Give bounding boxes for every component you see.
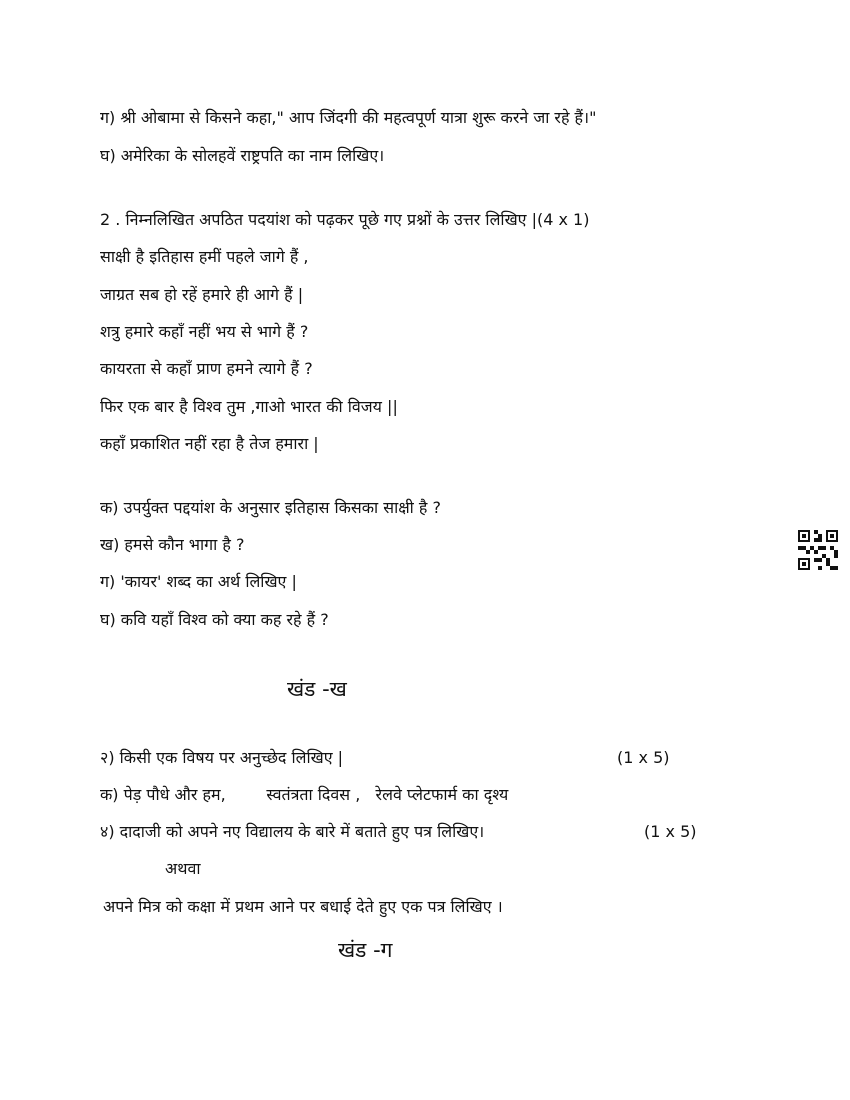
poem-line: कायरता से कहाँ प्राण हमने त्यागे हैं ?: [100, 359, 313, 378]
or-label: अथवा: [165, 859, 201, 878]
qr-code-icon: [798, 530, 838, 570]
sub-question: घ) कवि यहाँ विश्व को क्या कह रहे हैं ?: [100, 610, 329, 629]
sub-question: ख) हमसे कौन भागा है ?: [100, 535, 245, 554]
question-2-heading: 2 . निम्नलिखित अपठित पदयांश को पढ़कर पूछे गए प्रश्नों के उत्तर लिखिए |(4 x 1): [100, 210, 590, 229]
q-g-obama: ग) श्री ओबामा से किसने कहा," आप जिंदगी की महत्वपूर्ण यात्रा शुरू करने जा रहे हैं।": [100, 108, 597, 127]
poem-line: कहाँ प्रकाशित नहीं रहा है तेज हमारा |: [100, 434, 319, 453]
question-3-topics: क) पेड़ पौधे और हम, स्वतंत्रता दिवस , रेलवे प्लेटफार्म का दृश्य: [100, 785, 509, 804]
question-3: २) किसी एक विषय पर अनुच्छेद लिखिए |: [100, 748, 344, 767]
question-4: ४) दादाजी को अपने नए विद्यालय के बारे में बताते हुए पत्र लिखिए।: [100, 822, 485, 841]
question-4-marks: (1 x 5): [644, 822, 697, 841]
section-kha-title: खंड -ख: [287, 677, 347, 701]
poem-line: जाग्रत सब हो रहें हमारे ही आगे हैं |: [100, 285, 304, 304]
section-ga-title: खंड -ग: [338, 938, 393, 962]
poem-line: साक्षी है इतिहास हमीं पहले जागे हैं ,: [100, 247, 309, 266]
sub-question: क) उपर्युक्त पद्दयांश के अनुसार इतिहास किसका साक्षी है ?: [100, 498, 441, 517]
question-4-alternative: अपने मित्र को कक्षा में प्रथम आने पर बधाई देते हुए एक पत्र लिखिए ।: [103, 897, 503, 916]
sub-question: ग) 'कायर' शब्द का अर्थ लिखिए |: [100, 572, 297, 591]
poem-line: शत्रु हमारे कहाँ नहीं भय से भागे हैं ?: [100, 322, 309, 341]
q-gh-president: घ) अमेरिका के सोलहवें राष्ट्रपति का नाम लिखिए।: [100, 146, 385, 165]
poem-line: फिर एक बार है विश्व तुम ,गाओ भारत की विजय ||: [100, 397, 398, 416]
question-3-marks: (1 x 5): [617, 748, 670, 767]
